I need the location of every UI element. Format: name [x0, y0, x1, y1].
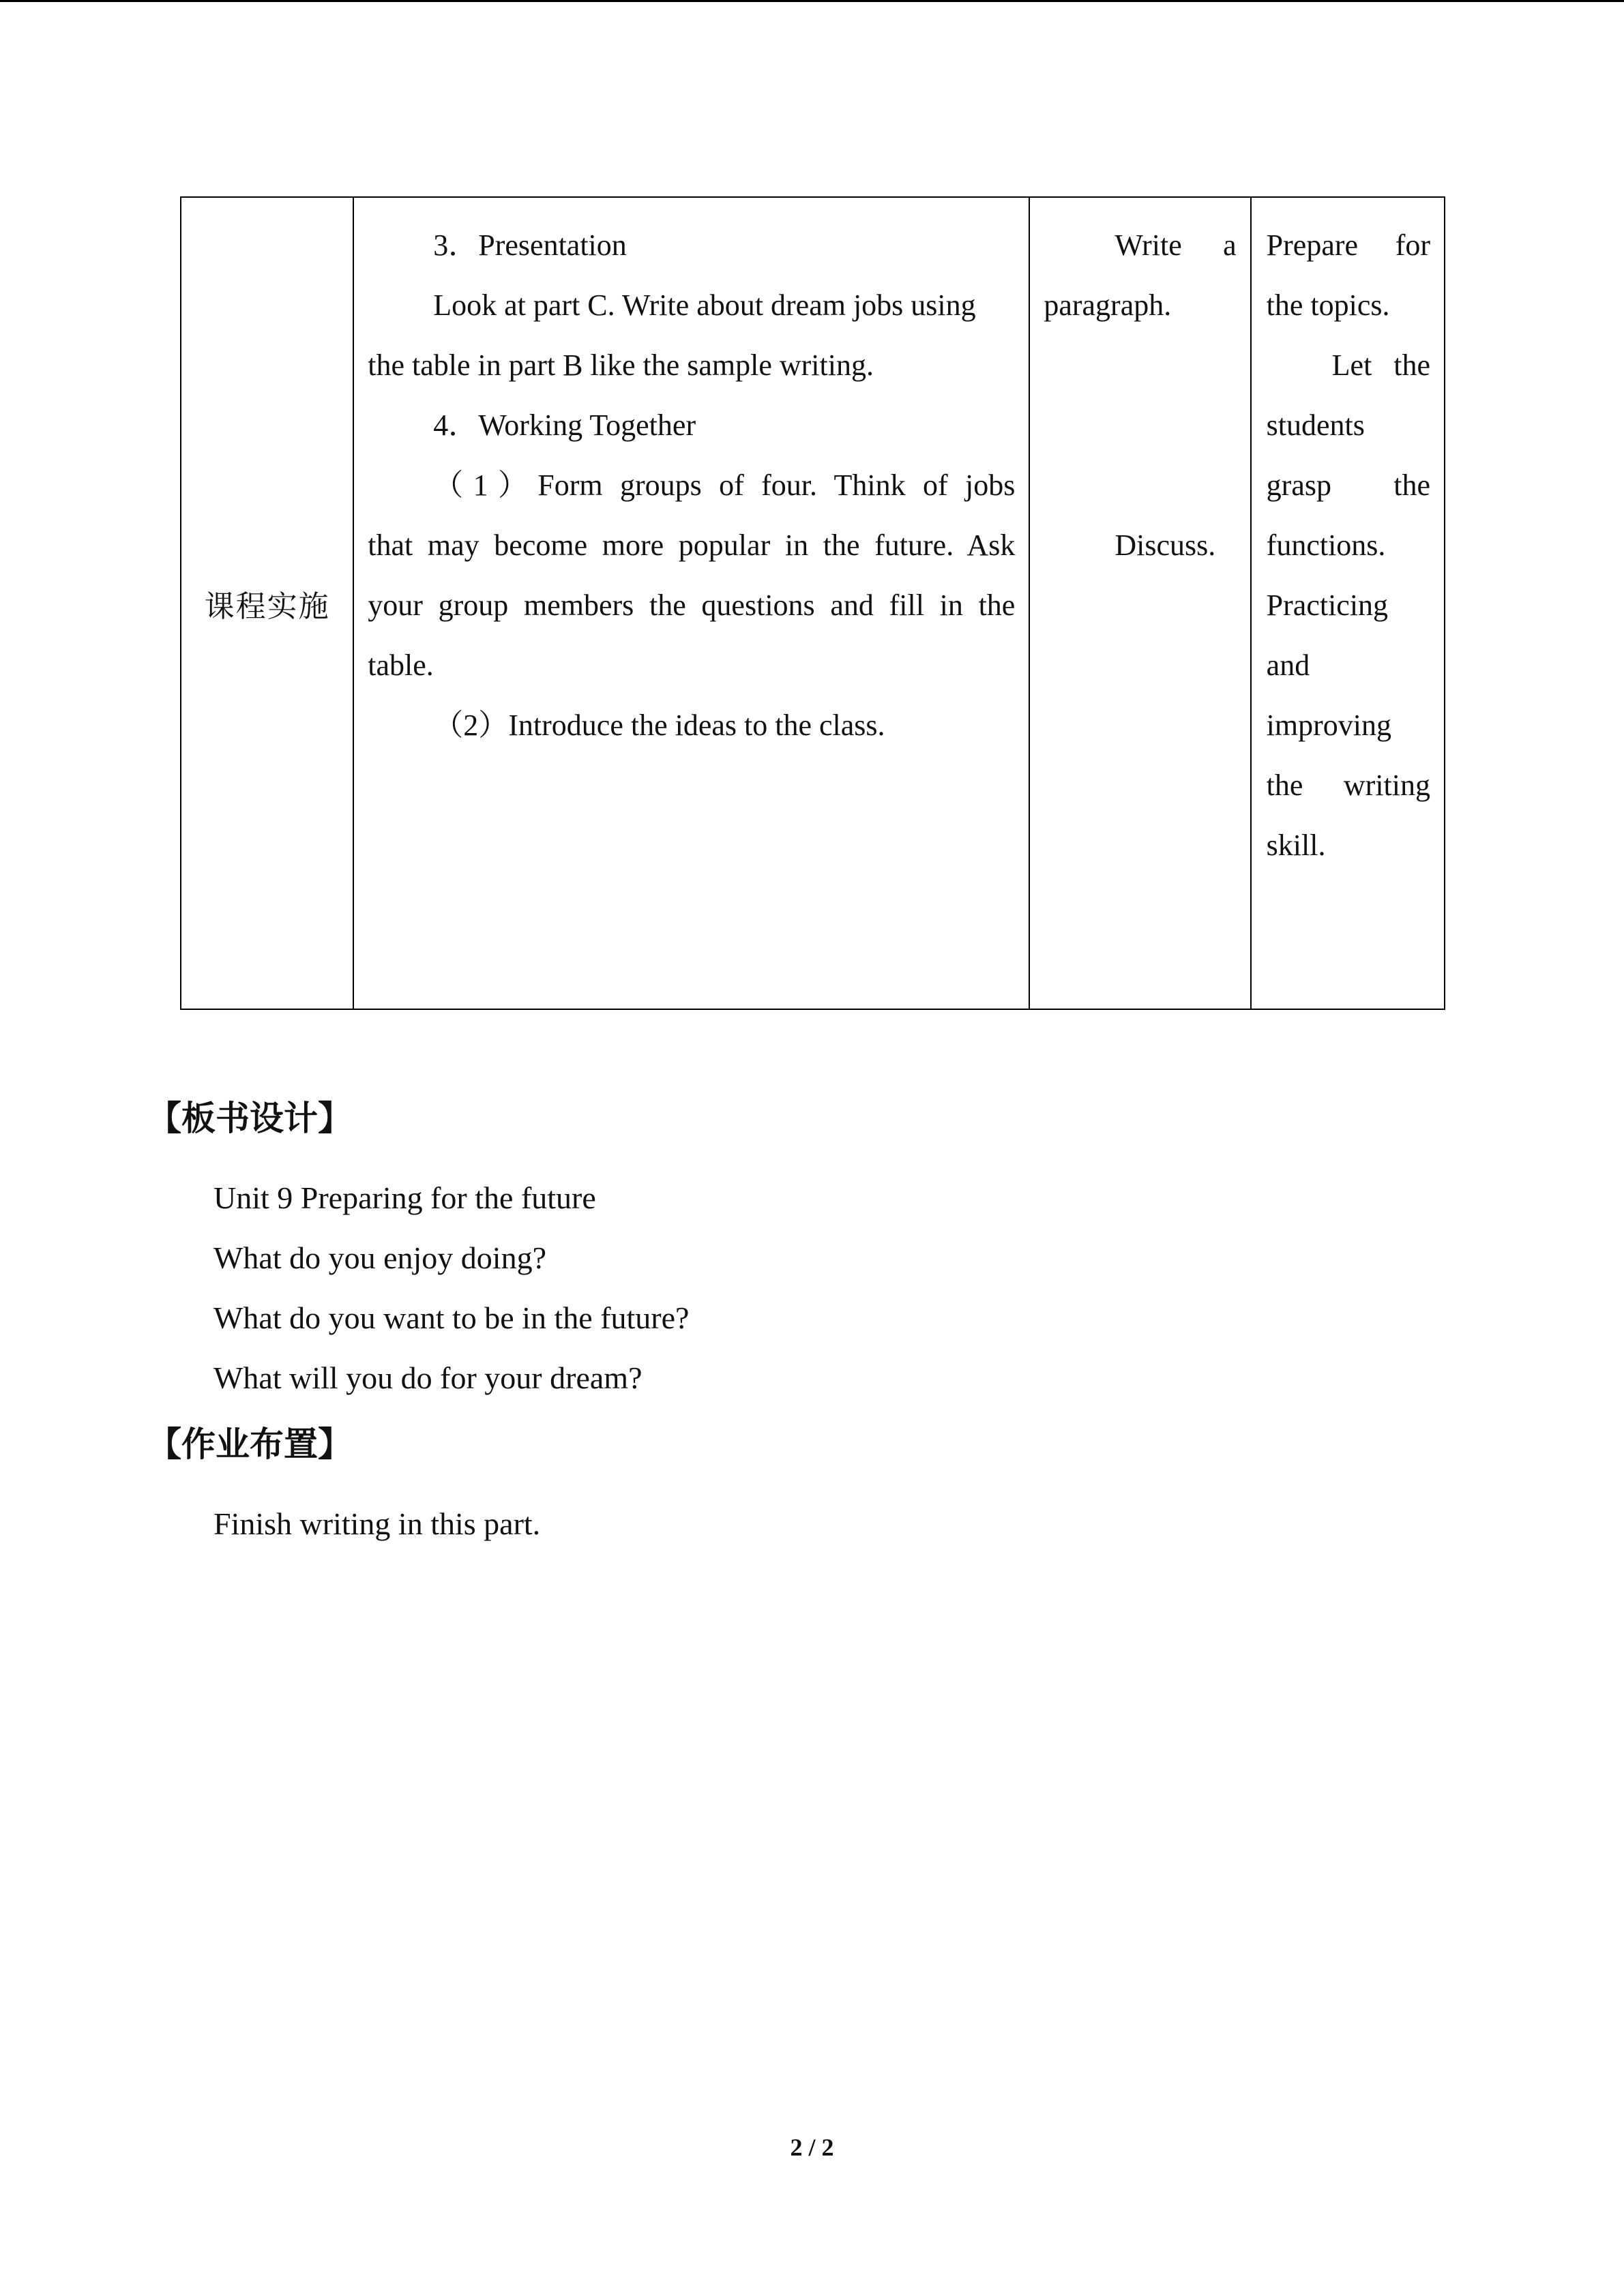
board-design-heading: 【板书设计】 [147, 1099, 352, 1138]
content-line: 3．Presentation [433, 228, 627, 262]
page-number: 2 / 2 [790, 2134, 834, 2161]
purpose-line: grasp the [1266, 468, 1430, 502]
content-line: that may become more popular in the future. Ask [368, 528, 1016, 562]
purpose-line: the topics. [1266, 288, 1390, 322]
lesson-procedure-table [180, 196, 1445, 1010]
content-line: 4．Working Together [433, 408, 696, 442]
purpose-line: improving [1266, 709, 1391, 742]
purpose-line: students [1266, 408, 1365, 442]
stage-label-cell [181, 197, 353, 1009]
purpose-line: Let the [1331, 348, 1430, 382]
homework-line: Finish writing in this part. [213, 1506, 541, 1541]
top-border-rule [0, 0, 1624, 2]
student-activity-cell [1029, 197, 1250, 1009]
activity-line: Discuss. [1114, 528, 1216, 562]
content-line: Look at part C. Write about dream jobs using [433, 288, 976, 322]
homework-heading: 【作业布置】 [147, 1425, 352, 1464]
board-design-line: Unit 9 Preparing for the future [213, 1180, 596, 1215]
content-line: table. [368, 648, 434, 682]
board-design-line: What will you do for your dream? [213, 1360, 643, 1395]
content-line: the table in part B like the sample writing. [368, 348, 874, 382]
activity-line: paragraph. [1044, 288, 1172, 322]
design-purpose-cell [1251, 197, 1445, 1009]
purpose-line: functions. [1266, 528, 1386, 562]
purpose-line: Prepare for [1266, 228, 1430, 262]
content-line: （1）Form groups of four. Think of jobs [433, 468, 1016, 502]
content-line: （2）Introduce the ideas to the class. [433, 709, 885, 742]
teaching-content-cell [353, 197, 1029, 1009]
table-row [181, 197, 1445, 1009]
purpose-line: the writing [1266, 769, 1430, 802]
board-design-line: What do you enjoy doing? [213, 1240, 547, 1275]
purpose-line: and [1266, 648, 1310, 682]
content-line: your group members the questions and fill in the [368, 588, 1016, 622]
board-design-line: What do you want to be in the future? [213, 1300, 690, 1335]
purpose-line: Practicing [1266, 588, 1389, 622]
stage-label: 课程实施 [204, 588, 330, 624]
purpose-line: skill. [1266, 829, 1326, 862]
activity-line: Write a [1114, 228, 1237, 262]
